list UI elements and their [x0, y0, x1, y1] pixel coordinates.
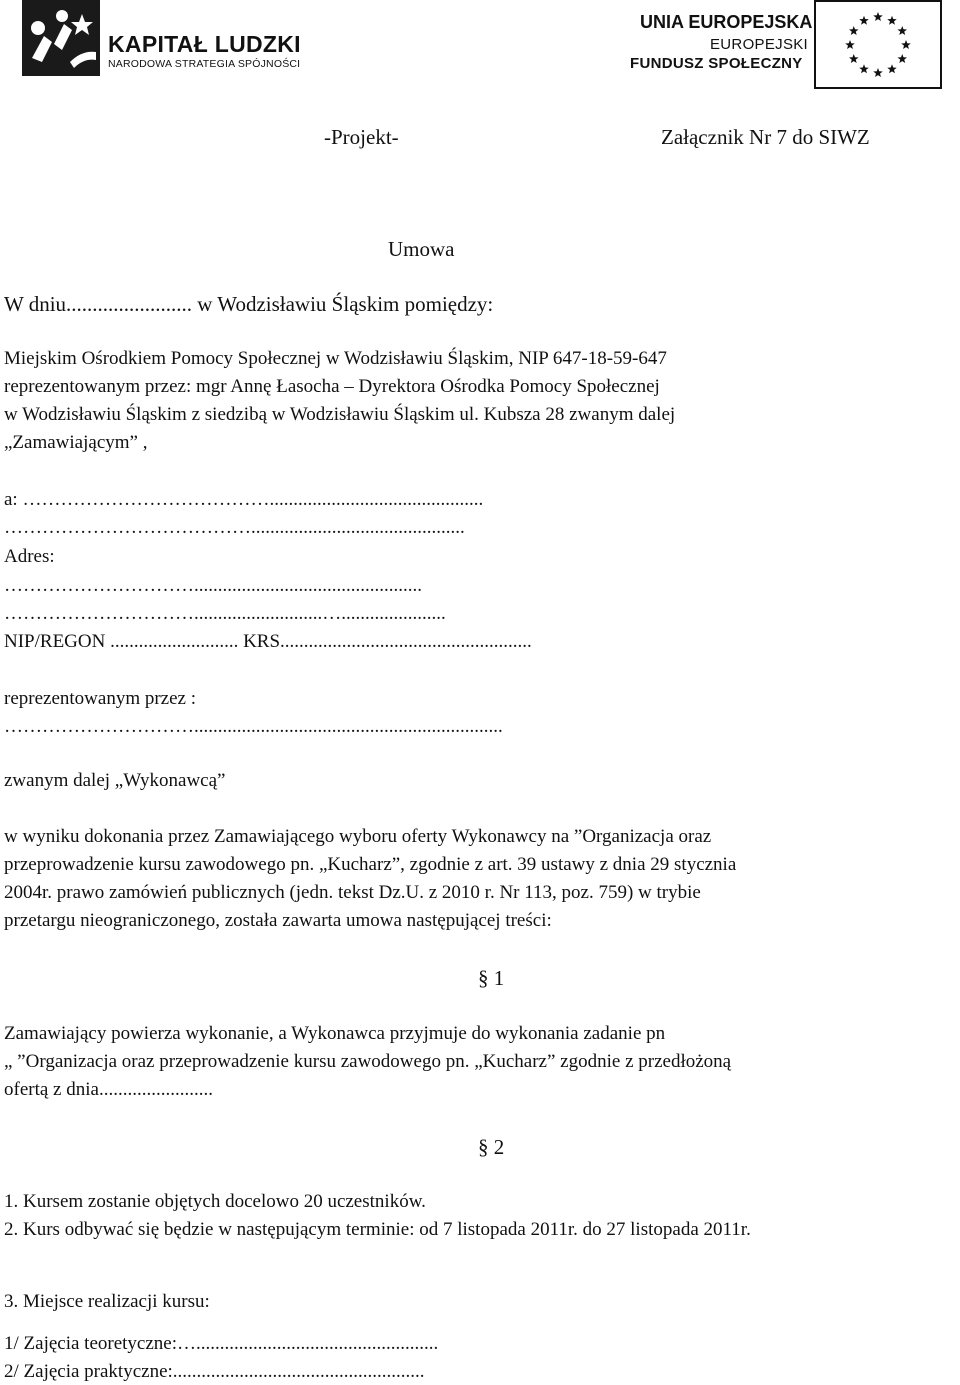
document-title: Umowa: [388, 237, 455, 261]
kapital-ludzki-subtitle: NARODOWA STRATEGIA SPÓJNOŚCI: [108, 58, 301, 70]
adres-fill-1: …………………………................................................: [4, 575, 422, 596]
a-fill-2: ………………………………….............................................: [4, 517, 465, 538]
contractor-label: [4, 489, 483, 511]
zalacznik-label: Załącznik Nr 7 do SIWZ: [661, 125, 870, 149]
intro-line-2: przeprowadzenie kursu zawodowego pn. „Kucharz”, zgodnie z art. 39 ustawy z dnia 29 stycznia: [4, 854, 737, 875]
s3-item-1: 1/ Zajęcia teoretyczne:…...................................................: [4, 1333, 439, 1354]
nip-krs-line: NIP/REGON ........................... KRS.....................................................: [4, 631, 532, 652]
represented-label: reprezentowanym przez :: [4, 688, 197, 709]
section-1-heading: § 1: [478, 966, 505, 990]
intro-line-1: w wyniku dokonania przez Zamawiającego wyboru oferty Wykonawcy na ”Organizacja oraz: [4, 826, 712, 847]
eu-line-2: EUROPEJSKI: [710, 36, 809, 53]
eu-stars-flag-icon: [814, 0, 942, 90]
a-fill-1: ………………………………….............................................: [22, 489, 484, 510]
s1-line-2: „ ”Organizacja oraz przeprowadzenie kursu zawodowego pn. „Kucharz” zgodnie z przedłożoną: [4, 1051, 732, 1072]
s3-heading: 3. Miejsce realizacji kursu:: [4, 1291, 210, 1312]
projekt-label: -Projekt-: [324, 125, 399, 149]
intro-line-3: 2004r. prawo zamówień publicznych (jedn. tekst Dz.U. z 2010 r. Nr 113, poz. 759) w trybie: [4, 882, 701, 903]
s2-item-1: 1. Kursem zostanie objętych docelowo 20 uczestników.: [4, 1191, 426, 1212]
eu-title: UNIA EUROPEJSKA: [640, 12, 813, 32]
party1-line-2: reprezentowanym przez: mgr Annę Łasocha – Dyrektora Ośrodka Pomocy Społecznej: [4, 376, 660, 397]
s2-item-2: 2. Kurs odbywać się będzie w następującym terminie: od 7 listopada 2011r. do 27 listopada 2011r.: [4, 1219, 751, 1240]
party1-line-3: w Wodzisławiu Śląskim z siedzibą w Wodzisławiu Śląskim ul. Kubsza 28 zwanym dalej: [4, 404, 676, 425]
party1-line-4: „Zamawiającym” ,: [4, 432, 148, 453]
s3-item-2: 2/ Zajęcia praktyczne:.....................................................: [4, 1361, 425, 1382]
represented-fill: ………………………….................................................................: [4, 716, 503, 737]
eu-line-3: FUNDUSZ SPOŁECZNY: [630, 55, 803, 72]
section-2-heading: § 2: [478, 1135, 505, 1159]
intro-line-4: przetargu nieograniczonego, została zawarta umowa następującej treści:: [4, 910, 552, 931]
eu-logo: [630, 0, 942, 90]
s1-line-3: ofertą z dnia........................: [4, 1079, 213, 1100]
a-label: a:: [4, 489, 23, 510]
kapital-ludzki-emblem-icon: [22, 0, 100, 76]
adres-label: Adres:: [4, 546, 55, 567]
kapital-ludzki-logo: [22, 0, 322, 80]
wykonawca-label: zwanym dalej „Wykonawcą”: [4, 770, 226, 791]
kapital-ludzki-title: KAPITAŁ LUDZKI: [108, 31, 301, 57]
date-line: W dniu........................ w Wodzisławiu Śląskim pomiędzy:: [4, 292, 494, 316]
s1-line-1: Zamawiający powierza wykonanie, a Wykonawca przyjmuje do wykonania zadanie pn: [4, 1023, 666, 1044]
party1-line-1: Miejskim Ośrodkiem Pomocy Społecznej w Wodzisławiu Śląskim, NIP 647-18-59-647: [4, 348, 667, 369]
adres-fill-2: …………………………...........................…......................: [4, 603, 446, 624]
